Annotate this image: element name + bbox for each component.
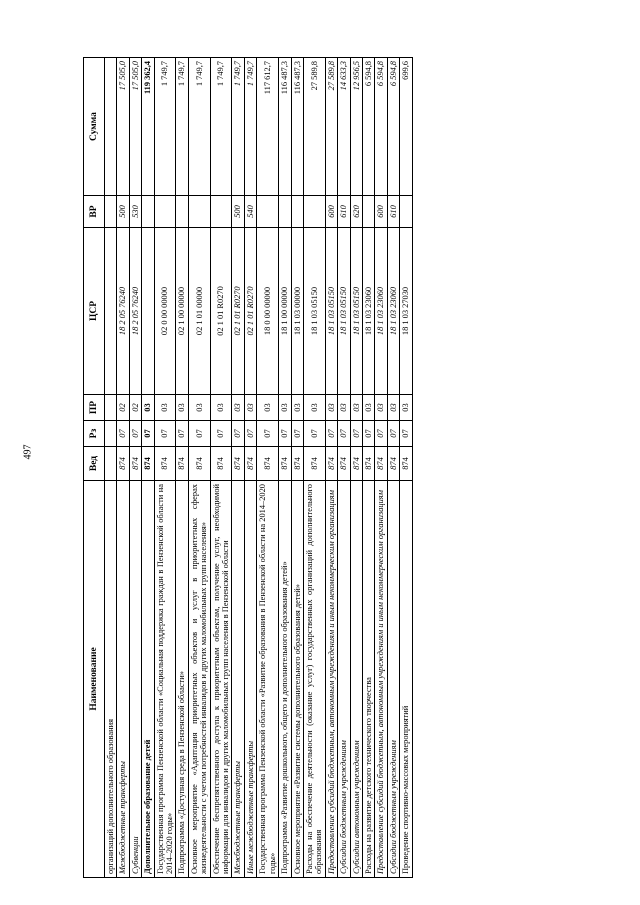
cell-sum: 699,6 — [400, 58, 412, 196]
cell-pr: 02 — [129, 395, 141, 421]
cell-rz: 07 — [142, 421, 154, 447]
cell-csr: 18 1 03 05150 — [350, 228, 362, 395]
cell-rz: 07 — [117, 421, 129, 447]
cell-vr — [291, 196, 303, 228]
cell-pr: 03 — [142, 395, 154, 421]
cell-name: Расходы на обеспечение деятельности (оказание услуг) государственных организаций дополнительного образования — [303, 481, 325, 878]
header-name: Наименование — [84, 481, 105, 878]
cell-name: Обеспечение беспрепятственного доступа к приоритетным объектам, получение услуг, необходимой информации для инвалидов и других маломобильных групп населения в Пензенской области — [210, 481, 232, 878]
cell-sum: 1 749,7 — [154, 58, 176, 196]
cell-pr: 03 — [362, 395, 374, 421]
cell-csr: 18 1 03 23060 — [387, 228, 399, 395]
cell-name: Иные межбюджетные трансферты — [244, 481, 256, 878]
table-row — [338, 58, 350, 878]
cell-rz: 07 — [400, 421, 412, 447]
cell-sum: 14 633,3 — [338, 58, 350, 196]
cell-pr — [105, 395, 117, 421]
cell-ved: 874 — [303, 447, 325, 481]
cell-sum: 1 749,7 — [210, 58, 232, 196]
cell-csr — [142, 228, 154, 395]
cell-sum: 17 505,0 — [117, 58, 129, 196]
cell-ved: 874 — [154, 447, 176, 481]
cell-ved: 874 — [244, 447, 256, 481]
cell-sum: 6 594,8 — [362, 58, 374, 196]
cell-rz: 07 — [375, 421, 387, 447]
cell-ved: 874 — [210, 447, 232, 481]
cell-csr: 18 1 03 00000 — [291, 228, 303, 395]
cell-pr: 03 — [338, 395, 350, 421]
cell-name: Субсидии автономным учреждениям — [350, 481, 362, 878]
cell-name: Расходы на развитие детского технического творчества — [362, 481, 374, 878]
cell-ved: 874 — [350, 447, 362, 481]
cell-sum: 6 594,8 — [387, 58, 399, 196]
cell-vr — [279, 196, 291, 228]
cell-pr: 03 — [400, 395, 412, 421]
cell-csr: 18 1 03 23060 — [362, 228, 374, 395]
cell-pr: 03 — [210, 395, 232, 421]
header-vr: ВР — [84, 196, 105, 228]
cell-ved: 874 — [176, 447, 188, 481]
cell-sum: 1 749,7 — [188, 58, 210, 196]
table-row — [303, 58, 325, 878]
table-row — [362, 58, 374, 878]
cell-vr — [105, 196, 117, 228]
cell-rz: 07 — [325, 421, 337, 447]
table-row — [400, 58, 412, 878]
cell-name: Подпрограмма «Развитие дошкольного, общего и дополнительного образования детей» — [279, 481, 291, 878]
cell-name: организаций дополнительного образования — [105, 481, 117, 878]
table-row — [210, 58, 232, 878]
table-row — [325, 58, 337, 878]
cell-ved: 874 — [338, 447, 350, 481]
budget-table — [83, 57, 413, 878]
table-row — [291, 58, 303, 878]
header-ved: Вед — [84, 447, 105, 481]
cell-rz: 07 — [303, 421, 325, 447]
cell-name: Подпрограмма «Доступная среда в Пензенской области» — [176, 481, 188, 878]
table-row — [244, 58, 256, 878]
cell-name: Дополнительное образование детей — [142, 481, 154, 878]
cell-sum: 27 589,8 — [325, 58, 337, 196]
cell-pr: 03 — [350, 395, 362, 421]
table-row — [257, 58, 279, 878]
cell-name: Государственная программа Пензенской области «Социальная поддержка граждан в Пензенской области на 2014–2020 годы» — [154, 481, 176, 878]
table-row — [129, 58, 141, 878]
cell-vr: 610 — [338, 196, 350, 228]
cell-ved: 874 — [362, 447, 374, 481]
cell-rz: 07 — [176, 421, 188, 447]
cell-pr: 03 — [303, 395, 325, 421]
cell-name: Основное мероприятие «Адаптация приоритетных объектов и услуг в приоритетных сферах жизнедеятельности с учетом потребностей инвалидов и других маломобильных групп населения» — [188, 481, 210, 878]
header-sum: Сумма — [84, 58, 105, 196]
cell-sum: 6 594,8 — [375, 58, 387, 196]
cell-name: Основное мероприятие «Развитие системы дополнительного образования детей» — [291, 481, 303, 878]
cell-vr — [188, 196, 210, 228]
table-row — [279, 58, 291, 878]
cell-csr: 18 1 03 05150 — [338, 228, 350, 395]
cell-name: Межбюджетные трансферты — [117, 481, 129, 878]
cell-rz: 07 — [244, 421, 256, 447]
cell-sum: 119 362,4 — [142, 58, 154, 196]
cell-vr — [176, 196, 188, 228]
cell-vr: 600 — [375, 196, 387, 228]
table-row — [188, 58, 210, 878]
cell-csr: 18 1 03 05150 — [325, 228, 337, 395]
cell-sum: 12 956,5 — [350, 58, 362, 196]
cell-sum: 27 589,8 — [303, 58, 325, 196]
cell-vr — [303, 196, 325, 228]
table-row — [375, 58, 387, 878]
cell-sum: 117 612,7 — [257, 58, 279, 196]
cell-ved: 874 — [257, 447, 279, 481]
cell-ved: 874 — [117, 447, 129, 481]
header-csr: ЦСР — [84, 228, 105, 395]
cell-csr: 18 2 05 76240 — [117, 228, 129, 395]
cell-csr: 18 1 00 00000 — [279, 228, 291, 395]
table-row — [176, 58, 188, 878]
table-row — [117, 58, 129, 878]
page-number: 497 — [22, 444, 34, 460]
cell-ved: 874 — [375, 447, 387, 481]
cell-vr — [154, 196, 176, 228]
cell-rz: 07 — [338, 421, 350, 447]
cell-pr: 03 — [387, 395, 399, 421]
cell-rz: 07 — [257, 421, 279, 447]
cell-sum: 1 749,7 — [232, 58, 244, 196]
cell-pr: 03 — [375, 395, 387, 421]
cell-sum: 116 487,3 — [279, 58, 291, 196]
cell-rz: 07 — [129, 421, 141, 447]
table-row — [232, 58, 244, 878]
cell-vr — [142, 196, 154, 228]
table-row — [350, 58, 362, 878]
cell-rz: 07 — [232, 421, 244, 447]
cell-ved: 874 — [279, 447, 291, 481]
cell-pr: 03 — [325, 395, 337, 421]
table-row — [105, 58, 117, 878]
table-header-row — [84, 58, 105, 878]
cell-ved: 874 — [400, 447, 412, 481]
cell-rz: 07 — [210, 421, 232, 447]
cell-ved: 874 — [188, 447, 210, 481]
cell-vr: 620 — [350, 196, 362, 228]
cell-rz: 07 — [350, 421, 362, 447]
cell-sum: 1 749,7 — [244, 58, 256, 196]
cell-csr: 18 1 03 23060 — [375, 228, 387, 395]
cell-ved: 874 — [325, 447, 337, 481]
cell-csr: 02 1 00 00000 — [176, 228, 188, 395]
cell-rz: 07 — [154, 421, 176, 447]
cell-ved: 874 — [291, 447, 303, 481]
cell-ved: 874 — [232, 447, 244, 481]
cell-name: Субсидии бюджетным учреждениям — [387, 481, 399, 878]
budget-table-container — [83, 58, 603, 878]
cell-pr: 03 — [188, 395, 210, 421]
cell-csr: 18 0 00 00000 — [257, 228, 279, 395]
cell-csr: 02 1 01 00000 — [188, 228, 210, 395]
cell-sum — [105, 58, 117, 196]
header-rz: Рз — [84, 421, 105, 447]
table-row — [154, 58, 176, 878]
cell-sum: 17 505,0 — [129, 58, 141, 196]
cell-vr: 500 — [117, 196, 129, 228]
cell-rz: 07 — [362, 421, 374, 447]
cell-pr: 03 — [154, 395, 176, 421]
cell-sum: 116 487,3 — [291, 58, 303, 196]
cell-csr: 18 1 03 27030 — [400, 228, 412, 395]
cell-rz: 07 — [387, 421, 399, 447]
cell-csr: 02 1 01 R0270 — [210, 228, 232, 395]
cell-vr — [210, 196, 232, 228]
cell-vr — [362, 196, 374, 228]
cell-pr: 03 — [279, 395, 291, 421]
cell-vr: 540 — [244, 196, 256, 228]
table-row — [387, 58, 399, 878]
cell-vr: 610 — [387, 196, 399, 228]
cell-name: Предоставление субсидий бюджетным, автономным учреждениям и иным некоммерческим организациям — [375, 481, 387, 878]
cell-ved: 874 — [129, 447, 141, 481]
cell-csr: 02 1 01 R0270 — [232, 228, 244, 395]
cell-sum: 1 749,7 — [176, 58, 188, 196]
cell-name: Субсидии бюджетным учреждениям — [338, 481, 350, 878]
cell-rz: 07 — [188, 421, 210, 447]
cell-ved — [105, 447, 117, 481]
cell-ved: 874 — [142, 447, 154, 481]
cell-rz: 07 — [279, 421, 291, 447]
cell-pr: 03 — [244, 395, 256, 421]
cell-ved: 874 — [387, 447, 399, 481]
cell-csr: 02 1 01 R0270 — [244, 228, 256, 395]
cell-pr: 02 — [117, 395, 129, 421]
cell-pr: 03 — [232, 395, 244, 421]
cell-pr: 03 — [176, 395, 188, 421]
cell-rz: 07 — [291, 421, 303, 447]
cell-name: Проведение спортивно-массовых мероприятий — [400, 481, 412, 878]
cell-vr: 500 — [232, 196, 244, 228]
table-row — [142, 58, 154, 878]
header-pr: ПР — [84, 395, 105, 421]
cell-vr: 600 — [325, 196, 337, 228]
cell-pr: 03 — [257, 395, 279, 421]
cell-name: Предоставление субсидий бюджетным, автономным учреждениям и иным некоммерческим организациям — [325, 481, 337, 878]
cell-csr — [105, 228, 117, 395]
cell-vr: 530 — [129, 196, 141, 228]
cell-rz — [105, 421, 117, 447]
cell-vr — [257, 196, 279, 228]
cell-name: Государственная программа Пензенской области «Развитие образования в Пензенской области на 2014–2020 годы» — [257, 481, 279, 878]
cell-vr — [400, 196, 412, 228]
table-body — [105, 58, 413, 878]
cell-csr: 18 1 03 05150 — [303, 228, 325, 395]
cell-name: Межбюджетные трансферты — [232, 481, 244, 878]
cell-pr: 03 — [291, 395, 303, 421]
cell-csr: 18 2 05 76240 — [129, 228, 141, 395]
cell-csr: 02 0 00 00000 — [154, 228, 176, 395]
cell-name: Субвенции — [129, 481, 141, 878]
